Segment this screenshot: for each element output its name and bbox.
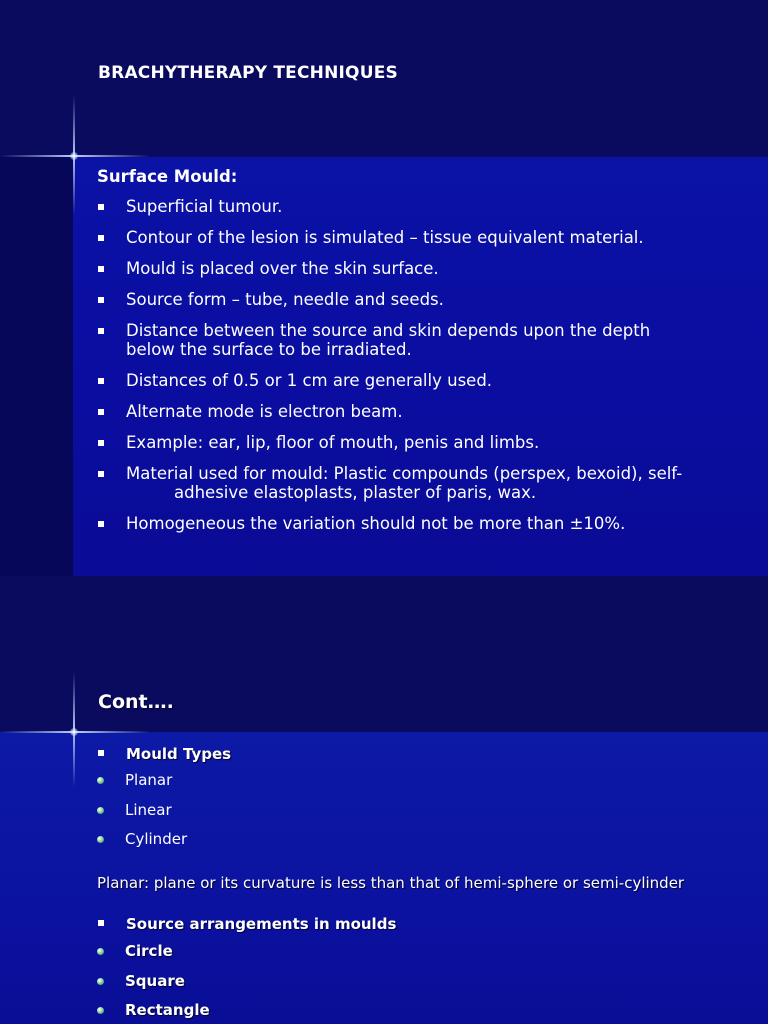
- square-bullet-icon: [98, 440, 104, 446]
- list-item: Distances of 0.5 or 1 cm are generally used.: [97, 371, 747, 390]
- list-item: Material used for mould: Plastic compounds (perspex, bexoid), self- adhesive elastoplasts, plaster of paris, wax.: [97, 464, 747, 502]
- list-item: Homogeneous the variation should not be more than ±10%.: [97, 514, 747, 533]
- round-bullet-icon: [97, 807, 104, 814]
- mould-types-header: [97, 745, 747, 763]
- page-title: Cont….: [98, 691, 174, 713]
- list-item: Superficial tumour.: [97, 197, 747, 216]
- list-item: Circle: [97, 942, 210, 972]
- list-item: Mould Types: [97, 745, 747, 763]
- square-bullet-icon: [98, 521, 104, 527]
- source-arrangements-list: [97, 942, 210, 1024]
- round-bullet-icon: [97, 948, 104, 955]
- list-item: Linear: [97, 801, 187, 831]
- round-bullet-icon: [97, 978, 104, 985]
- source-arrangements-header: [97, 915, 747, 933]
- list-item: Alternate mode is electron beam.: [97, 402, 747, 421]
- list-item: Contour of the lesion is simulated – tissue equivalent material.: [97, 228, 747, 247]
- square-bullet-icon: [98, 471, 104, 477]
- list-item: Distance between the source and skin depends upon the depth below the surface to be irradiated.: [97, 321, 747, 359]
- square-bullet-icon: [98, 920, 104, 926]
- square-bullet-icon: [98, 750, 104, 756]
- list-item: Rectangle: [97, 1001, 210, 1024]
- square-bullet-icon: [98, 266, 104, 272]
- list-item: Source arrangements in moulds: [97, 915, 747, 933]
- section-subtitle: Surface Mould:: [97, 167, 238, 186]
- page-title: BRACHYTHERAPY TECHNIQUES: [98, 63, 398, 83]
- square-bullet-icon: [98, 409, 104, 415]
- square-bullet-icon: [98, 204, 104, 210]
- mould-types-list: [97, 771, 187, 860]
- square-bullet-icon: [98, 378, 104, 384]
- list-item: Source form – tube, needle and seeds.: [97, 290, 747, 309]
- square-bullet-icon: [98, 297, 104, 303]
- planar-note: Planar: plane or its curvature is less than that of hemi-sphere or semi-cylinder: [97, 874, 685, 892]
- round-bullet-icon: [97, 836, 104, 843]
- list-item: Planar: [97, 771, 187, 801]
- list-item: Square: [97, 972, 210, 1002]
- square-bullet-icon: [98, 328, 104, 334]
- list-item: Mould is placed over the skin surface.: [97, 259, 747, 278]
- list-item: Example: ear, lip, floor of mouth, penis and limbs.: [97, 433, 747, 452]
- slide-2: [0, 576, 768, 1024]
- round-bullet-icon: [97, 1007, 104, 1014]
- list-item: Cylinder: [97, 830, 187, 860]
- surface-mould-list: [97, 197, 747, 545]
- round-bullet-icon: [97, 777, 104, 784]
- square-bullet-icon: [98, 235, 104, 241]
